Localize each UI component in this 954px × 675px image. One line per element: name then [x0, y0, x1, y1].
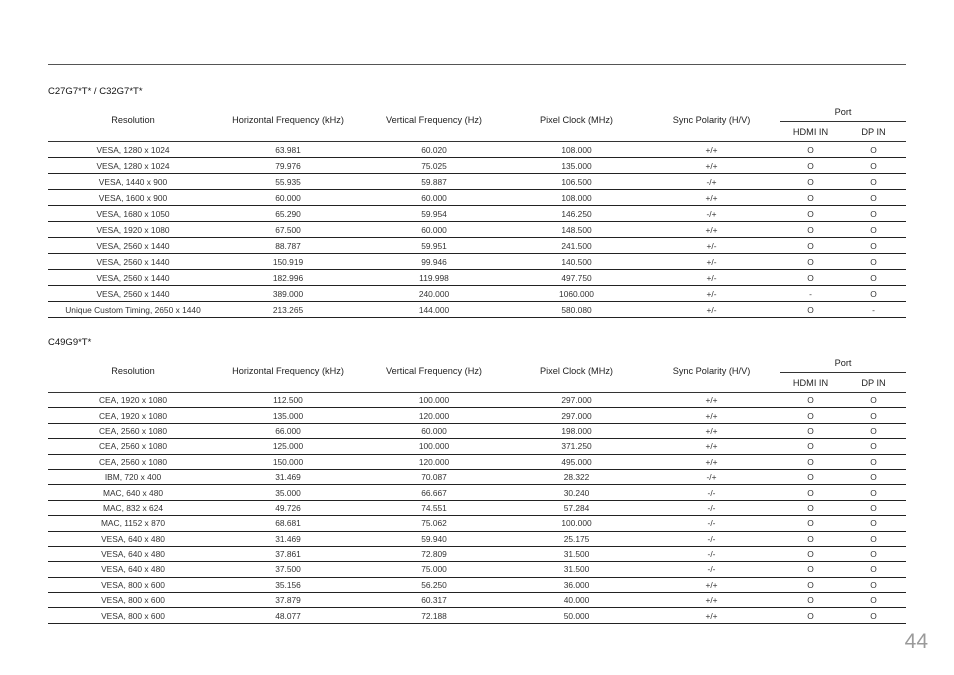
pclock-cell: 146.250 [510, 206, 643, 222]
dp-cell: O [841, 408, 906, 423]
hfreq-cell: 150.919 [218, 254, 358, 270]
dp-cell: O [841, 254, 906, 270]
vfreq-cell: 60.317 [358, 593, 510, 608]
resolution-cell: VESA, 640 x 480 [48, 546, 218, 561]
dp-cell: O [841, 516, 906, 531]
dp-cell: O [841, 206, 906, 222]
dp-cell: O [841, 174, 906, 190]
vfreq-cell: 240.000 [358, 286, 510, 302]
hdmi-cell: O [780, 562, 841, 577]
sync-cell: -/- [643, 500, 780, 515]
dp-cell: O [841, 222, 906, 238]
hdmi-cell: O [780, 408, 841, 423]
vfreq-cell: 70.087 [358, 469, 510, 484]
resolution-cell: MAC, 640 x 480 [48, 485, 218, 500]
resolution-cell: VESA, 2560 x 1440 [48, 286, 218, 302]
vfreq-cell: 60.000 [358, 222, 510, 238]
hdmi-cell: O [780, 206, 841, 222]
resolution-cell: CEA, 2560 x 1080 [48, 454, 218, 469]
hfreq-cell: 68.681 [218, 516, 358, 531]
dp-cell: O [841, 562, 906, 577]
header-sync: Sync Polarity (H/V) [643, 98, 780, 142]
table-row [48, 485, 906, 500]
table-row [48, 302, 906, 318]
table-row [48, 238, 906, 254]
hdmi-cell: O [780, 254, 841, 270]
dp-cell: - [841, 302, 906, 318]
pclock-cell: 297.000 [510, 393, 643, 408]
resolution-cell: CEA, 1920 x 1080 [48, 408, 218, 423]
dp-cell: O [841, 531, 906, 546]
hfreq-cell: 88.787 [218, 238, 358, 254]
vfreq-cell: 72.809 [358, 546, 510, 561]
dp-cell: O [841, 238, 906, 254]
vfreq-cell: 100.000 [358, 439, 510, 454]
resolution-cell: Unique Custom Timing, 2650 x 1440 [48, 302, 218, 318]
hfreq-cell: 79.976 [218, 158, 358, 174]
resolution-cell: VESA, 1280 x 1024 [48, 142, 218, 158]
pclock-cell: 297.000 [510, 408, 643, 423]
table-row [48, 222, 906, 238]
pclock-cell: 30.240 [510, 485, 643, 500]
dp-cell: O [841, 608, 906, 623]
resolution-cell: VESA, 1440 x 900 [48, 174, 218, 190]
sync-cell: +/- [643, 302, 780, 318]
hdmi-cell: O [780, 270, 841, 286]
section-title-1: C27G7*T* / C32G7*T* [48, 86, 143, 97]
sync-cell: -/- [643, 546, 780, 561]
dp-cell: O [841, 546, 906, 561]
sync-cell: +/+ [643, 158, 780, 174]
hfreq-cell: 49.726 [218, 500, 358, 515]
vfreq-cell: 60.000 [358, 190, 510, 206]
table-row [48, 469, 906, 484]
resolution-cell: VESA, 640 x 480 [48, 531, 218, 546]
pclock-cell: 31.500 [510, 546, 643, 561]
resolution-cell: VESA, 800 x 600 [48, 608, 218, 623]
hdmi-cell: O [780, 393, 841, 408]
vfreq-cell: 56.250 [358, 577, 510, 592]
pclock-cell: 241.500 [510, 238, 643, 254]
resolution-cell: VESA, 640 x 480 [48, 562, 218, 577]
dp-cell: O [841, 593, 906, 608]
dp-cell: O [841, 286, 906, 302]
hfreq-cell: 31.469 [218, 531, 358, 546]
hdmi-cell: O [780, 454, 841, 469]
sync-cell: +/- [643, 270, 780, 286]
hdmi-cell: O [780, 302, 841, 318]
table-row [48, 608, 906, 623]
hfreq-cell: 37.861 [218, 546, 358, 561]
resolution-cell: VESA, 1600 x 900 [48, 190, 218, 206]
hdmi-cell: O [780, 577, 841, 592]
vfreq-cell: 75.062 [358, 516, 510, 531]
pclock-cell: 1060.000 [510, 286, 643, 302]
pclock-cell: 495.000 [510, 454, 643, 469]
sync-cell: +/+ [643, 423, 780, 438]
hfreq-cell: 31.469 [218, 469, 358, 484]
table-row [48, 439, 906, 454]
header-pclock: Pixel Clock (MHz) [510, 349, 643, 393]
table-row [48, 516, 906, 531]
dp-cell: O [841, 190, 906, 206]
vfreq-cell: 120.000 [358, 454, 510, 469]
table-row [48, 454, 906, 469]
vfreq-cell: 59.954 [358, 206, 510, 222]
header-resolution: Resolution [48, 98, 218, 142]
hfreq-cell: 65.290 [218, 206, 358, 222]
sync-cell: +/+ [643, 190, 780, 206]
header-resolution: Resolution [48, 349, 218, 393]
sync-cell: +/+ [643, 439, 780, 454]
hdmi-cell: O [780, 142, 841, 158]
table-row [48, 593, 906, 608]
sync-cell: +/+ [643, 577, 780, 592]
table-row [48, 408, 906, 423]
dp-cell: O [841, 270, 906, 286]
header-vfreq: Vertical Frequency (Hz) [358, 349, 510, 393]
vfreq-cell: 144.000 [358, 302, 510, 318]
sync-cell: -/+ [643, 206, 780, 222]
dp-cell: O [841, 469, 906, 484]
hfreq-cell: 389.000 [218, 286, 358, 302]
hdmi-cell: O [780, 222, 841, 238]
resolution-cell: CEA, 2560 x 1080 [48, 439, 218, 454]
table-row [48, 531, 906, 546]
hdmi-cell: O [780, 238, 841, 254]
table-row [48, 206, 906, 222]
dp-cell: O [841, 577, 906, 592]
hfreq-cell: 63.981 [218, 142, 358, 158]
hdmi-cell: O [780, 439, 841, 454]
resolution-cell: CEA, 2560 x 1080 [48, 423, 218, 438]
header-hdmi: HDMI IN [780, 373, 841, 393]
resolution-cell: VESA, 800 x 600 [48, 577, 218, 592]
pclock-cell: 198.000 [510, 423, 643, 438]
resolution-cell: VESA, 2560 x 1440 [48, 270, 218, 286]
dp-cell: O [841, 158, 906, 174]
header-sync: Sync Polarity (H/V) [643, 349, 780, 393]
resolution-cell: VESA, 1920 x 1080 [48, 222, 218, 238]
dp-cell: O [841, 485, 906, 500]
table-row [48, 577, 906, 592]
sync-cell: -/- [643, 562, 780, 577]
pclock-cell: 580.080 [510, 302, 643, 318]
sync-cell: -/+ [643, 174, 780, 190]
table-row [48, 393, 906, 408]
header-dp: DP IN [841, 373, 906, 393]
dp-cell: O [841, 142, 906, 158]
resolution-cell: VESA, 2560 x 1440 [48, 254, 218, 270]
resolution-cell: VESA, 800 x 600 [48, 593, 218, 608]
pclock-cell: 57.284 [510, 500, 643, 515]
hdmi-cell: O [780, 608, 841, 623]
hfreq-cell: 37.500 [218, 562, 358, 577]
vfreq-cell: 60.020 [358, 142, 510, 158]
resolution-cell: CEA, 1920 x 1080 [48, 393, 218, 408]
hdmi-cell: O [780, 500, 841, 515]
vfreq-cell: 99.946 [358, 254, 510, 270]
sync-cell: -/- [643, 485, 780, 500]
sync-cell: -/- [643, 531, 780, 546]
pclock-cell: 140.500 [510, 254, 643, 270]
table-row [48, 286, 906, 302]
pclock-cell: 108.000 [510, 142, 643, 158]
table-row [48, 254, 906, 270]
resolution-cell: VESA, 1680 x 1050 [48, 206, 218, 222]
sync-cell: -/- [643, 516, 780, 531]
table-row [48, 270, 906, 286]
vfreq-cell: 75.025 [358, 158, 510, 174]
pclock-cell: 497.750 [510, 270, 643, 286]
hfreq-cell: 125.000 [218, 439, 358, 454]
pclock-cell: 100.000 [510, 516, 643, 531]
pclock-cell: 28.322 [510, 469, 643, 484]
vfreq-cell: 119.998 [358, 270, 510, 286]
table-row [48, 174, 906, 190]
hfreq-cell: 60.000 [218, 190, 358, 206]
table-row [48, 500, 906, 515]
dp-cell: O [841, 439, 906, 454]
sync-cell: +/- [643, 254, 780, 270]
hfreq-cell: 213.265 [218, 302, 358, 318]
hdmi-cell: O [780, 485, 841, 500]
resolution-cell: IBM, 720 x 400 [48, 469, 218, 484]
pclock-cell: 25.175 [510, 531, 643, 546]
sync-cell: +/- [643, 238, 780, 254]
vfreq-cell: 60.000 [358, 423, 510, 438]
header-pclock: Pixel Clock (MHz) [510, 98, 643, 142]
pclock-cell: 371.250 [510, 439, 643, 454]
dp-cell: O [841, 393, 906, 408]
hfreq-cell: 112.500 [218, 393, 358, 408]
vfreq-cell: 74.551 [358, 500, 510, 515]
top-rule [48, 64, 906, 65]
pclock-cell: 31.500 [510, 562, 643, 577]
hdmi-cell: O [780, 546, 841, 561]
header-hfreq: Horizontal Frequency (kHz) [218, 98, 358, 142]
sync-cell: -/+ [643, 469, 780, 484]
hdmi-cell: - [780, 286, 841, 302]
table-row [48, 562, 906, 577]
table-row [48, 158, 906, 174]
hfreq-cell: 35.156 [218, 577, 358, 592]
vfreq-cell: 100.000 [358, 393, 510, 408]
hdmi-cell: O [780, 531, 841, 546]
section-title-2: C49G9*T* [48, 337, 92, 348]
hfreq-cell: 37.879 [218, 593, 358, 608]
hdmi-cell: O [780, 516, 841, 531]
pclock-cell: 36.000 [510, 577, 643, 592]
vfreq-cell: 59.887 [358, 174, 510, 190]
hfreq-cell: 35.000 [218, 485, 358, 500]
sync-cell: +/+ [643, 454, 780, 469]
hdmi-cell: O [780, 158, 841, 174]
vfreq-cell: 120.000 [358, 408, 510, 423]
hdmi-cell: O [780, 593, 841, 608]
dp-cell: O [841, 423, 906, 438]
sync-cell: +/+ [643, 593, 780, 608]
header-hfreq: Horizontal Frequency (kHz) [218, 349, 358, 393]
sync-cell: +/+ [643, 222, 780, 238]
resolution-cell: VESA, 1280 x 1024 [48, 158, 218, 174]
vfreq-cell: 59.940 [358, 531, 510, 546]
pclock-cell: 40.000 [510, 593, 643, 608]
resolution-cell: MAC, 832 x 624 [48, 500, 218, 515]
header-dp: DP IN [841, 122, 906, 142]
sync-cell: +/+ [643, 142, 780, 158]
pclock-cell: 108.000 [510, 190, 643, 206]
vfreq-cell: 72.188 [358, 608, 510, 623]
header-vfreq: Vertical Frequency (Hz) [358, 98, 510, 142]
table-row [48, 190, 906, 206]
sync-cell: +/+ [643, 393, 780, 408]
table-body-2 [48, 393, 906, 624]
table-body-1 [48, 142, 906, 318]
hdmi-cell: O [780, 423, 841, 438]
header-hdmi: HDMI IN [780, 122, 841, 142]
pclock-cell: 148.500 [510, 222, 643, 238]
sync-cell: +/+ [643, 608, 780, 623]
dp-cell: O [841, 454, 906, 469]
resolution-cell: VESA, 2560 x 1440 [48, 238, 218, 254]
pclock-cell: 50.000 [510, 608, 643, 623]
header-port: Port [780, 98, 906, 122]
resolution-cell: MAC, 1152 x 870 [48, 516, 218, 531]
vfreq-cell: 59.951 [358, 238, 510, 254]
hdmi-cell: O [780, 469, 841, 484]
vfreq-cell: 75.000 [358, 562, 510, 577]
hfreq-cell: 55.935 [218, 174, 358, 190]
dp-cell: O [841, 500, 906, 515]
hdmi-cell: O [780, 190, 841, 206]
hfreq-cell: 67.500 [218, 222, 358, 238]
table-row [48, 142, 906, 158]
table-row [48, 423, 906, 438]
header-port: Port [780, 349, 906, 373]
pclock-cell: 106.500 [510, 174, 643, 190]
vfreq-cell: 66.667 [358, 485, 510, 500]
hfreq-cell: 48.077 [218, 608, 358, 623]
hdmi-cell: O [780, 174, 841, 190]
hfreq-cell: 135.000 [218, 408, 358, 423]
table-row [48, 546, 906, 561]
timing-table-2 [48, 349, 906, 624]
hfreq-cell: 66.000 [218, 423, 358, 438]
hfreq-cell: 150.000 [218, 454, 358, 469]
sync-cell: +/+ [643, 408, 780, 423]
sync-cell: +/- [643, 286, 780, 302]
pclock-cell: 135.000 [510, 158, 643, 174]
page-number: 44 [904, 630, 928, 653]
hfreq-cell: 182.996 [218, 270, 358, 286]
timing-table-1 [48, 98, 906, 318]
